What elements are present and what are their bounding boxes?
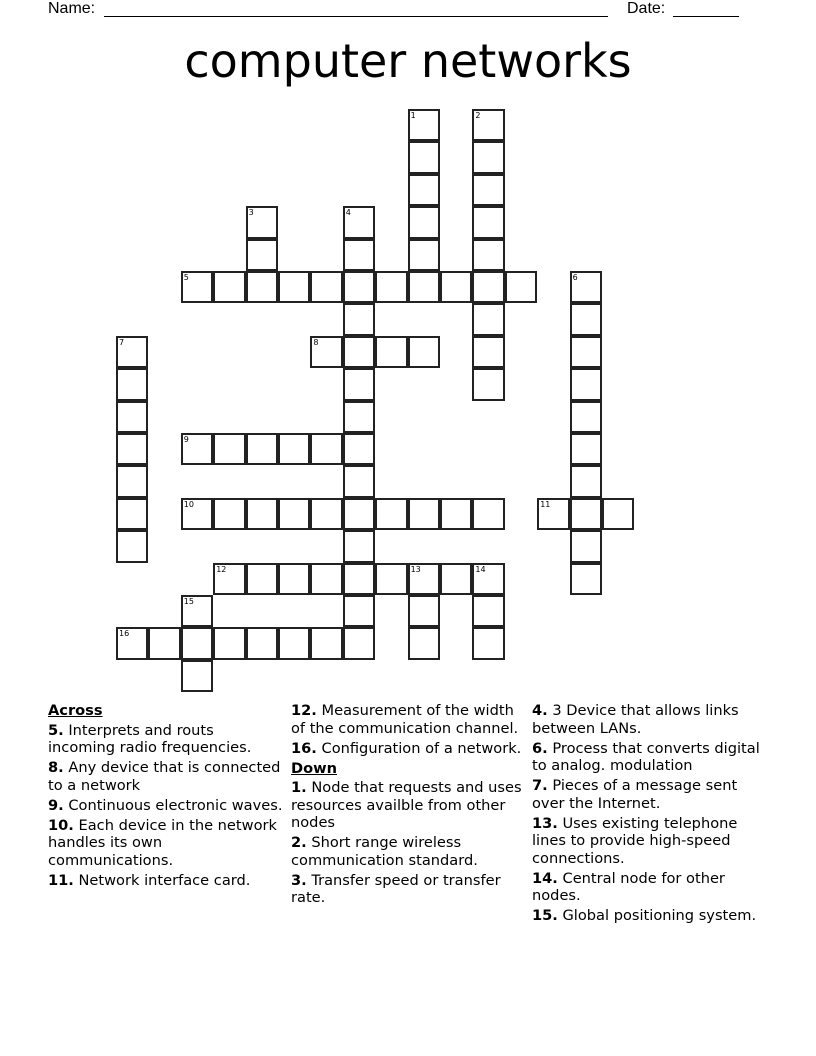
crossword-cell[interactable]	[570, 336, 602, 368]
clue-down-6	[532, 740, 772, 775]
clue-down-13	[532, 815, 772, 868]
clue-text: Global positioning system.	[562, 907, 757, 924]
crossword-cell[interactable]	[116, 465, 148, 497]
across-heading: Across	[48, 702, 103, 719]
crossword-cell[interactable]	[310, 563, 342, 595]
crossword-cell[interactable]	[343, 336, 375, 368]
crossword-cell[interactable]	[472, 563, 504, 595]
clue-number: 2.	[291, 834, 307, 851]
crossword-cell[interactable]	[246, 627, 278, 659]
clue-number: 13.	[532, 814, 558, 832]
crossword-cell[interactable]	[440, 563, 472, 595]
crossword-cell[interactable]	[375, 498, 407, 530]
clue-down-3	[291, 872, 526, 907]
clue-text: Central node for other nodes.	[532, 869, 725, 904]
crossword-cell[interactable]	[343, 465, 375, 497]
crossword-cell[interactable]	[472, 627, 504, 659]
crossword-cell[interactable]	[570, 563, 602, 595]
cell-number: 7	[119, 337, 125, 347]
clue-number: 16.	[291, 739, 317, 757]
cell-number: 13	[410, 564, 421, 574]
crossword-cell[interactable]	[408, 141, 440, 173]
crossword-cell[interactable]	[246, 206, 278, 238]
crossword-cell[interactable]	[116, 401, 148, 433]
crossword-cell[interactable]	[375, 271, 407, 303]
crossword-cell[interactable]	[181, 627, 213, 659]
cell-number: 2	[475, 111, 481, 120]
crossword-cell[interactable]	[343, 271, 375, 303]
clue-text: Network interface card.	[78, 871, 251, 889]
crossword-cell[interactable]	[213, 433, 245, 465]
crossword-cell[interactable]	[213, 271, 245, 303]
crossword-cell[interactable]	[181, 498, 213, 530]
clue-number: 4.	[532, 702, 548, 719]
crossword-cell[interactable]	[343, 368, 375, 400]
crossword-cell[interactable]	[375, 336, 407, 368]
clue-number: 12.	[291, 702, 317, 719]
crossword-cell[interactable]	[343, 433, 375, 465]
crossword-cell[interactable]	[116, 530, 148, 562]
crossword-cell[interactable]	[570, 303, 602, 335]
clue-down-4	[532, 702, 772, 737]
crossword-cell[interactable]	[343, 595, 375, 627]
clue-number: 6.	[532, 739, 548, 757]
crossword-cell[interactable]	[472, 303, 504, 335]
crossword-cell[interactable]	[181, 660, 213, 692]
clue-text: Pieces of a message sent over the Internet.	[532, 777, 738, 812]
clue-text: Transfer speed or transfer rate.	[291, 871, 501, 906]
crossword-cell[interactable]	[472, 174, 504, 206]
clue-across-8	[48, 759, 283, 794]
clue-text: Continuous electronic waves.	[68, 796, 283, 814]
crossword-cell[interactable]	[116, 627, 148, 659]
cell-number: 9	[183, 435, 189, 444]
cell-number: 3	[248, 208, 254, 218]
cell-number: 11	[540, 499, 551, 509]
crossword-cell[interactable]	[408, 271, 440, 303]
crossword-cell[interactable]	[408, 239, 440, 271]
crossword-cell[interactable]	[472, 141, 504, 173]
crossword-cell[interactable]	[408, 206, 440, 238]
crossword-cell[interactable]	[278, 433, 310, 465]
crossword-cell[interactable]	[472, 206, 504, 238]
clue-number: 3.	[291, 871, 307, 889]
name-label: Name:	[48, 0, 96, 17]
clue-number: 10.	[48, 816, 74, 834]
clue-number: 9.	[48, 796, 64, 814]
crossword-cell[interactable]	[570, 271, 602, 303]
crossword-cell[interactable]	[343, 498, 375, 530]
crossword-cell[interactable]	[246, 433, 278, 465]
crossword-cell[interactable]	[148, 627, 180, 659]
clue-text: Short range wireless communication standard.	[291, 834, 478, 869]
crossword-cell[interactable]	[472, 109, 504, 141]
crossword-cell[interactable]	[246, 563, 278, 595]
crossword-cell[interactable]	[408, 336, 440, 368]
cell-number: 16	[119, 629, 130, 639]
crossword-cell[interactable]	[246, 239, 278, 271]
crossword-cell[interactable]	[181, 271, 213, 303]
clue-number: 11.	[48, 871, 74, 889]
crossword-cell[interactable]	[343, 627, 375, 659]
clue-text: Uses existing telephone lines to provide high-speed connections.	[532, 814, 738, 867]
crossword-cell[interactable]	[310, 336, 342, 368]
clue-down-7	[532, 777, 772, 812]
date-blank-line	[673, 16, 739, 17]
crossword-cell[interactable]	[408, 595, 440, 627]
crossword-cell[interactable]	[408, 498, 440, 530]
crossword-cell[interactable]	[375, 563, 407, 595]
crossword-cell[interactable]	[278, 271, 310, 303]
clue-across-12	[291, 702, 526, 737]
cell-number: 1	[410, 111, 416, 120]
crossword-cell[interactable]	[213, 627, 245, 659]
crossword-cell[interactable]	[116, 433, 148, 465]
clue-across-9	[48, 797, 283, 815]
crossword-cell[interactable]	[472, 498, 504, 530]
crossword-cell[interactable]	[472, 271, 504, 303]
crossword-cell[interactable]	[278, 627, 310, 659]
crossword-cell[interactable]	[570, 465, 602, 497]
crossword-grid	[117, 110, 637, 695]
crossword-cell[interactable]	[181, 595, 213, 627]
crossword-cell[interactable]	[408, 563, 440, 595]
clue-text: Configuration of a network.	[321, 739, 522, 757]
crossword-cell[interactable]	[343, 239, 375, 271]
crossword-cell[interactable]	[278, 563, 310, 595]
crossword-cell[interactable]	[472, 336, 504, 368]
crossword-cell[interactable]	[116, 498, 148, 530]
crossword-cell[interactable]	[213, 563, 245, 595]
clue-across-16	[291, 740, 526, 758]
crossword-cell[interactable]	[408, 174, 440, 206]
clue-text: 3 Device that allows links between LANs.	[532, 702, 739, 737]
clues-column-2	[291, 702, 526, 909]
crossword-cell[interactable]	[408, 109, 440, 141]
crossword-cell[interactable]	[505, 271, 537, 303]
crossword-cell[interactable]	[472, 239, 504, 271]
crossword-cell[interactable]	[116, 368, 148, 400]
clues-column-3	[532, 702, 772, 927]
puzzle-title: computer networks	[184, 34, 632, 88]
clue-number: 15.	[532, 907, 558, 924]
worksheet-header	[48, 0, 768, 20]
crossword-cell[interactable]	[440, 271, 472, 303]
crossword-cell[interactable]	[472, 368, 504, 400]
crossword-cell[interactable]	[181, 433, 213, 465]
cell-number: 4	[345, 208, 351, 218]
crossword-cell[interactable]	[570, 401, 602, 433]
crossword-cell[interactable]	[343, 206, 375, 238]
cell-number: 5	[183, 273, 189, 282]
crossword-cell[interactable]	[213, 498, 245, 530]
crossword-cell[interactable]	[408, 627, 440, 659]
crossword-cell[interactable]	[310, 271, 342, 303]
cell-number: 14	[475, 564, 486, 574]
crossword-cell[interactable]	[570, 433, 602, 465]
date-label: Date:	[627, 0, 666, 17]
cell-number: 8	[313, 337, 319, 347]
clue-down-15	[532, 907, 772, 925]
clue-text: Node that requests and uses resources availble from other nodes	[291, 779, 522, 831]
clue-number: 8.	[48, 759, 64, 776]
crossword-cell[interactable]	[310, 627, 342, 659]
clue-across-5	[48, 722, 283, 757]
clue-text: Interprets and routs incoming radio frequencies.	[48, 721, 252, 756]
crossword-cell[interactable]	[602, 498, 634, 530]
clues-column-1	[48, 702, 283, 892]
crossword-cell[interactable]	[343, 401, 375, 433]
clue-down-2	[291, 834, 526, 869]
crossword-cell[interactable]	[440, 498, 472, 530]
cell-number: 6	[572, 273, 578, 282]
crossword-cell[interactable]	[537, 498, 569, 530]
clue-number: 5.	[48, 721, 64, 739]
crossword-cell[interactable]	[310, 498, 342, 530]
clue-text: Process that converts digital to analog. modulation	[532, 739, 760, 774]
crossword-cell[interactable]	[116, 336, 148, 368]
cell-number: 15	[183, 597, 194, 606]
crossword-cell[interactable]	[246, 498, 278, 530]
crossword-cell[interactable]	[570, 498, 602, 530]
clue-down-1	[291, 779, 526, 832]
name-blank-line	[104, 16, 608, 17]
crossword-cell[interactable]	[343, 563, 375, 595]
crossword-cell[interactable]	[472, 595, 504, 627]
down-heading: Down	[291, 759, 338, 777]
crossword-cell[interactable]	[278, 498, 310, 530]
clue-number: 1.	[291, 779, 307, 796]
clue-text: Each device in the network handles its own communications.	[48, 816, 277, 869]
clue-number: 7.	[532, 777, 548, 794]
crossword-cell[interactable]	[343, 530, 375, 562]
cell-number: 10	[183, 499, 194, 509]
clue-text: Measurement of the width of the communication channel.	[291, 702, 519, 737]
clue-down-14	[532, 870, 772, 905]
cell-number: 12	[216, 564, 227, 574]
crossword-cell[interactable]	[570, 368, 602, 400]
clue-number: 14.	[532, 869, 558, 887]
crossword-cell[interactable]	[246, 271, 278, 303]
crossword-cell[interactable]	[570, 530, 602, 562]
clue-across-11	[48, 872, 283, 890]
crossword-cell[interactable]	[310, 433, 342, 465]
clue-across-10	[48, 817, 283, 870]
clue-text: Any device that is connected to a network	[48, 759, 281, 794]
crossword-cell[interactable]	[343, 303, 375, 335]
